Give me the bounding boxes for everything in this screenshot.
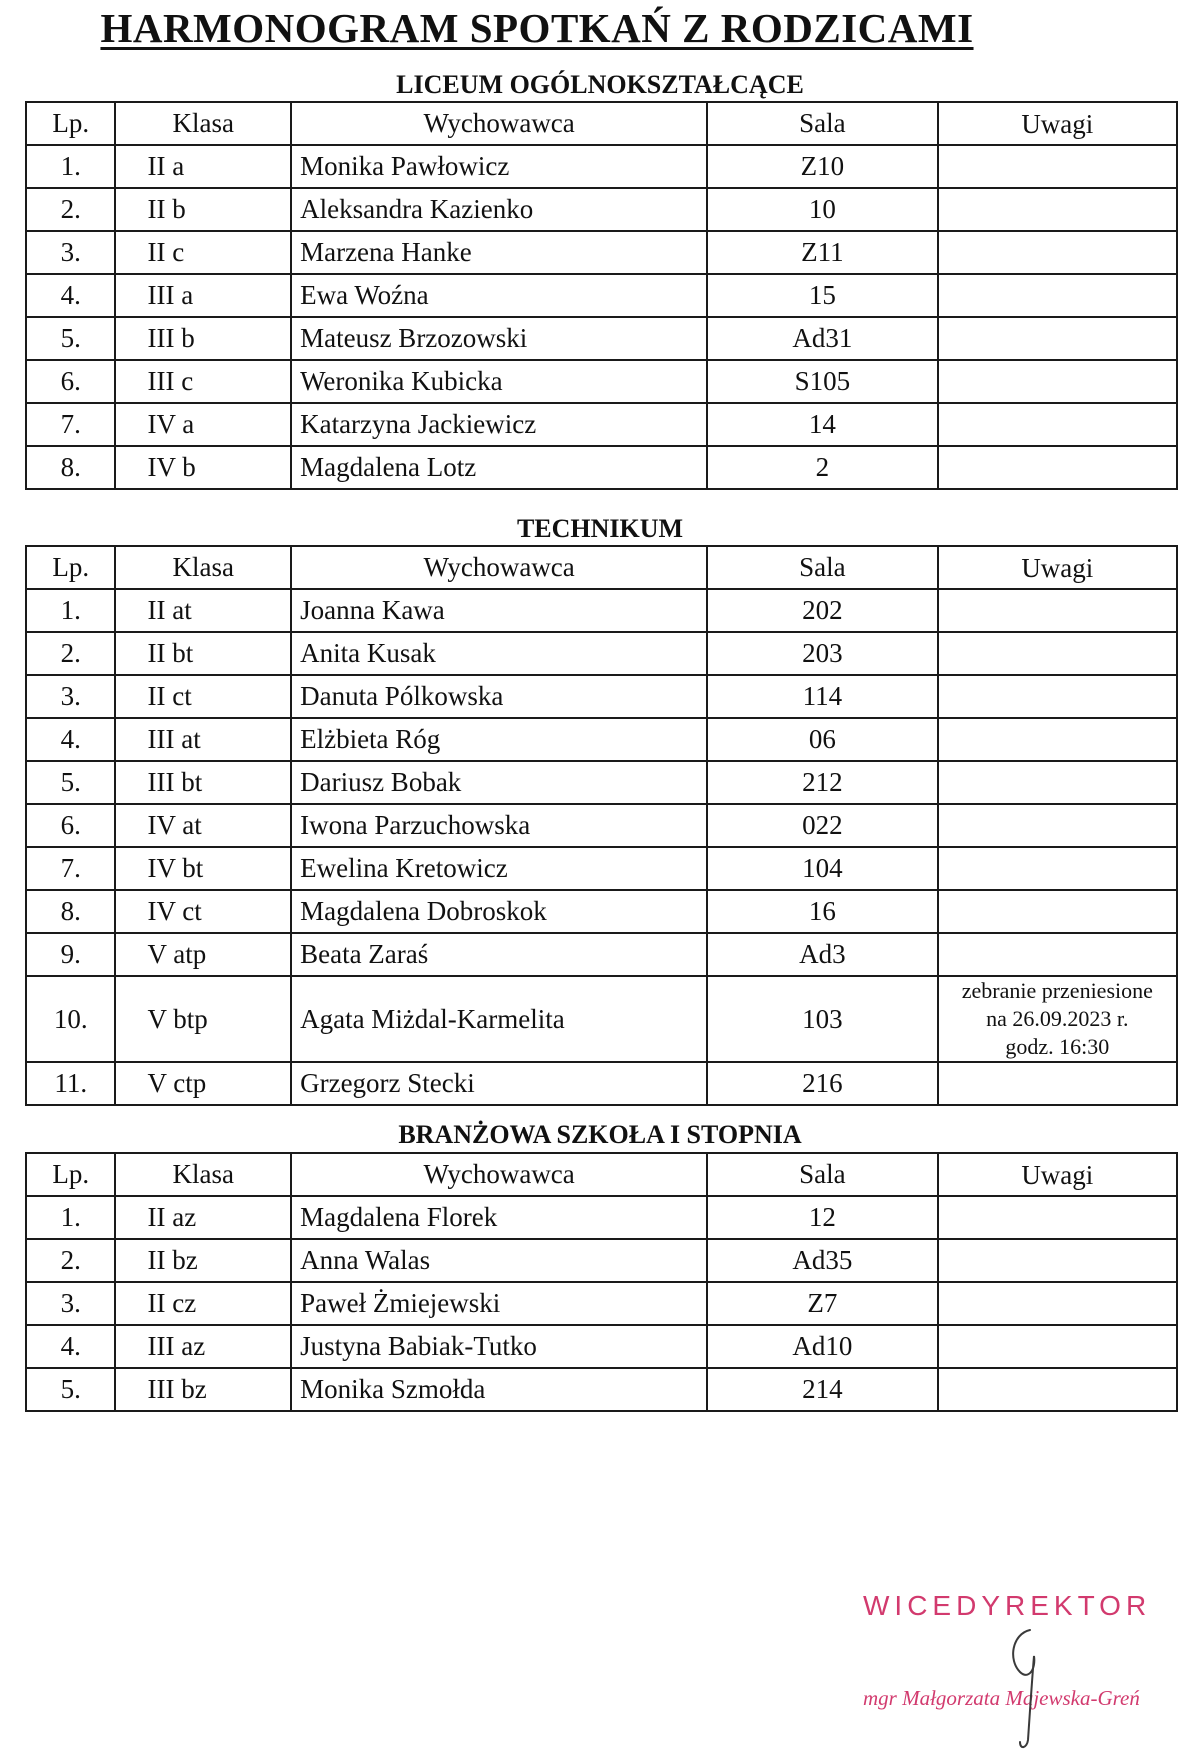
cell-klasa: IV bt <box>115 847 291 890</box>
cell-wychowawca: Danuta Pólkowska <box>291 675 707 718</box>
cell-sala: S105 <box>707 360 937 403</box>
cell-lp: 3. <box>26 231 115 274</box>
header-sala: Sala <box>707 546 937 589</box>
cell-uwagi <box>938 317 1177 360</box>
cell-klasa: V ctp <box>115 1062 291 1105</box>
cell-sala: Ad10 <box>707 1325 937 1368</box>
cell-lp: 5. <box>26 1368 115 1411</box>
cell-uwagi <box>938 890 1177 933</box>
header-sala: Sala <box>707 1153 937 1196</box>
section-title-technikum: TECHNIKUM <box>516 514 684 543</box>
table-row <box>26 718 1177 761</box>
cell-lp: 2. <box>26 188 115 231</box>
cell-sala: 022 <box>707 804 937 847</box>
cell-sala: 203 <box>707 632 937 675</box>
table-row <box>26 1368 1177 1411</box>
header-lp: Lp. <box>26 1153 115 1196</box>
header-uwagi: Uwagi <box>938 1153 1177 1196</box>
cell-lp: 1. <box>26 589 115 632</box>
section-title-branzowa: BRANŻOWA SZKOŁA I STOPNIA <box>398 1120 802 1149</box>
table-row <box>26 1196 1177 1239</box>
cell-wychowawca: Monika Pawłowicz <box>291 145 707 188</box>
cell-uwagi-note <box>938 976 1177 1062</box>
cell-klasa: III bz <box>115 1368 291 1411</box>
header-sala: Sala <box>707 102 937 145</box>
section-title-liceum: LICEUM OGÓLNOKSZTAŁCĄCE <box>396 70 804 99</box>
cell-lp: 5. <box>26 317 115 360</box>
table-row <box>26 360 1177 403</box>
cell-sala: Ad31 <box>707 317 937 360</box>
table-row <box>26 274 1177 317</box>
table-row <box>26 847 1177 890</box>
cell-wychowawca: Marzena Hanke <box>291 231 707 274</box>
schedule-table-branzowa <box>25 1152 1178 1412</box>
cell-lp: 8. <box>26 446 115 489</box>
stamp-name: mgr Małgorzata Majewska-Greń <box>863 1686 1140 1710</box>
table-row <box>26 403 1177 446</box>
cell-uwagi <box>938 933 1177 976</box>
cell-wychowawca: Monika Szmołda <box>291 1368 707 1411</box>
cell-uwagi <box>938 446 1177 489</box>
cell-sala: Z10 <box>707 145 937 188</box>
cell-uwagi <box>938 804 1177 847</box>
cell-lp: 6. <box>26 360 115 403</box>
cell-lp: 7. <box>26 847 115 890</box>
cell-lp: 4. <box>26 718 115 761</box>
cell-uwagi <box>938 847 1177 890</box>
cell-sala: 104 <box>707 847 937 890</box>
cell-uwagi <box>938 231 1177 274</box>
cell-wychowawca: Magdalena Florek <box>291 1196 707 1239</box>
cell-lp: 11. <box>26 1062 115 1105</box>
note-line: na 26.09.2023 r. <box>986 1006 1129 1031</box>
table-row <box>26 446 1177 489</box>
cell-wychowawca: Ewelina Kretowicz <box>291 847 707 890</box>
cell-lp: 7. <box>26 403 115 446</box>
cell-wychowawca: Joanna Kawa <box>291 589 707 632</box>
header-wychowawca: Wychowawca <box>291 102 707 145</box>
cell-klasa: III a <box>115 274 291 317</box>
cell-uwagi <box>938 1062 1177 1105</box>
cell-klasa: II az <box>115 1196 291 1239</box>
cell-klasa: II c <box>115 231 291 274</box>
cell-wychowawca: Anita Kusak <box>291 632 707 675</box>
cell-lp: 1. <box>26 145 115 188</box>
table-header-row <box>26 102 1177 145</box>
header-wychowawca: Wychowawca <box>291 546 707 589</box>
cell-wychowawca: Katarzyna Jackiewicz <box>291 403 707 446</box>
cell-wychowawca: Mateusz Brzozowski <box>291 317 707 360</box>
cell-klasa: III at <box>115 718 291 761</box>
header-wychowawca: Wychowawca <box>291 1153 707 1196</box>
table-row <box>26 1239 1177 1282</box>
table-row <box>26 1062 1177 1105</box>
cell-wychowawca: Paweł Żmiejewski <box>291 1282 707 1325</box>
cell-klasa: II bt <box>115 632 291 675</box>
note-line: godz. 16:30 <box>1005 1034 1110 1059</box>
cell-klasa: III c <box>115 360 291 403</box>
cell-klasa: IV b <box>115 446 291 489</box>
cell-lp: 8. <box>26 890 115 933</box>
cell-sala: 216 <box>707 1062 937 1105</box>
cell-sala: 12 <box>707 1196 937 1239</box>
header-lp: Lp. <box>26 102 115 145</box>
cell-sala: 14 <box>707 403 937 446</box>
cell-klasa: II a <box>115 145 291 188</box>
cell-uwagi <box>938 1239 1177 1282</box>
cell-klasa: III az <box>115 1325 291 1368</box>
cell-lp: 9. <box>26 933 115 976</box>
cell-lp: 3. <box>26 1282 115 1325</box>
cell-sala: Ad3 <box>707 933 937 976</box>
cell-lp: 6. <box>26 804 115 847</box>
table-row <box>26 188 1177 231</box>
cell-uwagi <box>938 761 1177 804</box>
table-row <box>26 1325 1177 1368</box>
cell-sala: 06 <box>707 718 937 761</box>
cell-klasa: IV at <box>115 804 291 847</box>
cell-wychowawca: Justyna Babiak-Tutko <box>291 1325 707 1368</box>
cell-lp: 2. <box>26 632 115 675</box>
cell-klasa: II at <box>115 589 291 632</box>
cell-sala: Z7 <box>707 1282 937 1325</box>
cell-wychowawca: Dariusz Bobak <box>291 761 707 804</box>
cell-uwagi <box>938 675 1177 718</box>
cell-klasa: II cz <box>115 1282 291 1325</box>
header-lp: Lp. <box>26 546 115 589</box>
page-title-text: HARMONOGRAM SPOTKAŃ Z RODZICAMI <box>100 5 974 51</box>
note-line: zebranie przeniesione <box>961 978 1153 1003</box>
table-row <box>26 1282 1177 1325</box>
table-row <box>26 317 1177 360</box>
cell-lp: 10. <box>26 976 115 1062</box>
cell-wychowawca: Magdalena Dobroskok <box>291 890 707 933</box>
cell-sala: 10 <box>707 188 937 231</box>
cell-lp: 5. <box>26 761 115 804</box>
cell-uwagi <box>938 274 1177 317</box>
cell-wychowawca: Elżbieta Róg <box>291 718 707 761</box>
cell-wychowawca: Iwona Parzuchowska <box>291 804 707 847</box>
table-row <box>26 632 1177 675</box>
cell-wychowawca: Anna Walas <box>291 1239 707 1282</box>
cell-wychowawca: Grzegorz Stecki <box>291 1062 707 1105</box>
cell-uwagi <box>938 1196 1177 1239</box>
schedule-table-technikum <box>25 545 1178 1106</box>
table-row <box>26 589 1177 632</box>
cell-uwagi <box>938 188 1177 231</box>
cell-klasa: II bz <box>115 1239 291 1282</box>
cell-lp: 4. <box>26 1325 115 1368</box>
cell-klasa: II b <box>115 188 291 231</box>
cell-sala: Ad35 <box>707 1239 937 1282</box>
table-row <box>26 933 1177 976</box>
cell-sala: 114 <box>707 675 937 718</box>
table-header-row <box>26 1153 1177 1196</box>
header-uwagi: Uwagi <box>938 102 1177 145</box>
cell-wychowawca: Agata Miżdal-Karmelita <box>291 976 707 1062</box>
cell-uwagi <box>938 589 1177 632</box>
cell-lp: 2. <box>26 1239 115 1282</box>
cell-sala: 103 <box>707 976 937 1062</box>
cell-wychowawca: Beata Zaraś <box>291 933 707 976</box>
table-header-row <box>26 546 1177 589</box>
cell-sala: 16 <box>707 890 937 933</box>
table-row <box>26 145 1177 188</box>
cell-klasa: IV a <box>115 403 291 446</box>
schedule-table-liceum <box>25 101 1178 490</box>
table-row <box>26 231 1177 274</box>
table-row <box>26 675 1177 718</box>
cell-uwagi <box>938 1325 1177 1368</box>
cell-lp: 3. <box>26 675 115 718</box>
cell-sala: 202 <box>707 589 937 632</box>
handwritten-signature <box>990 1620 1070 1754</box>
cell-wychowawca: Aleksandra Kazienko <box>291 188 707 231</box>
cell-klasa: IV ct <box>115 890 291 933</box>
cell-klasa: V btp <box>115 976 291 1062</box>
cell-sala: 214 <box>707 1368 937 1411</box>
cell-uwagi <box>938 403 1177 446</box>
cell-lp: 1. <box>26 1196 115 1239</box>
table-row <box>26 976 1177 1062</box>
stamp-title: WICEDYREKTOR <box>863 1590 1152 1621</box>
cell-sala: 2 <box>707 446 937 489</box>
cell-klasa: III bt <box>115 761 291 804</box>
table-row <box>26 761 1177 804</box>
table-row <box>26 890 1177 933</box>
cell-wychowawca: Weronika Kubicka <box>291 360 707 403</box>
cell-uwagi <box>938 718 1177 761</box>
cell-uwagi <box>938 1368 1177 1411</box>
signature-block <box>840 1590 1200 1754</box>
cell-sala: Z11 <box>707 231 937 274</box>
cell-sala: 212 <box>707 761 937 804</box>
header-klasa: Klasa <box>115 1153 291 1196</box>
page-title <box>0 4 1074 52</box>
header-klasa: Klasa <box>115 546 291 589</box>
cell-klasa: V atp <box>115 933 291 976</box>
header-klasa: Klasa <box>115 102 291 145</box>
table-row <box>26 804 1177 847</box>
cell-wychowawca: Ewa Woźna <box>291 274 707 317</box>
cell-uwagi <box>938 632 1177 675</box>
cell-sala: 15 <box>707 274 937 317</box>
cell-wychowawca: Magdalena Lotz <box>291 446 707 489</box>
header-uwagi: Uwagi <box>938 546 1177 589</box>
cell-uwagi <box>938 1282 1177 1325</box>
cell-klasa: III b <box>115 317 291 360</box>
cell-uwagi <box>938 360 1177 403</box>
cell-klasa: II ct <box>115 675 291 718</box>
cell-uwagi <box>938 145 1177 188</box>
cell-lp: 4. <box>26 274 115 317</box>
